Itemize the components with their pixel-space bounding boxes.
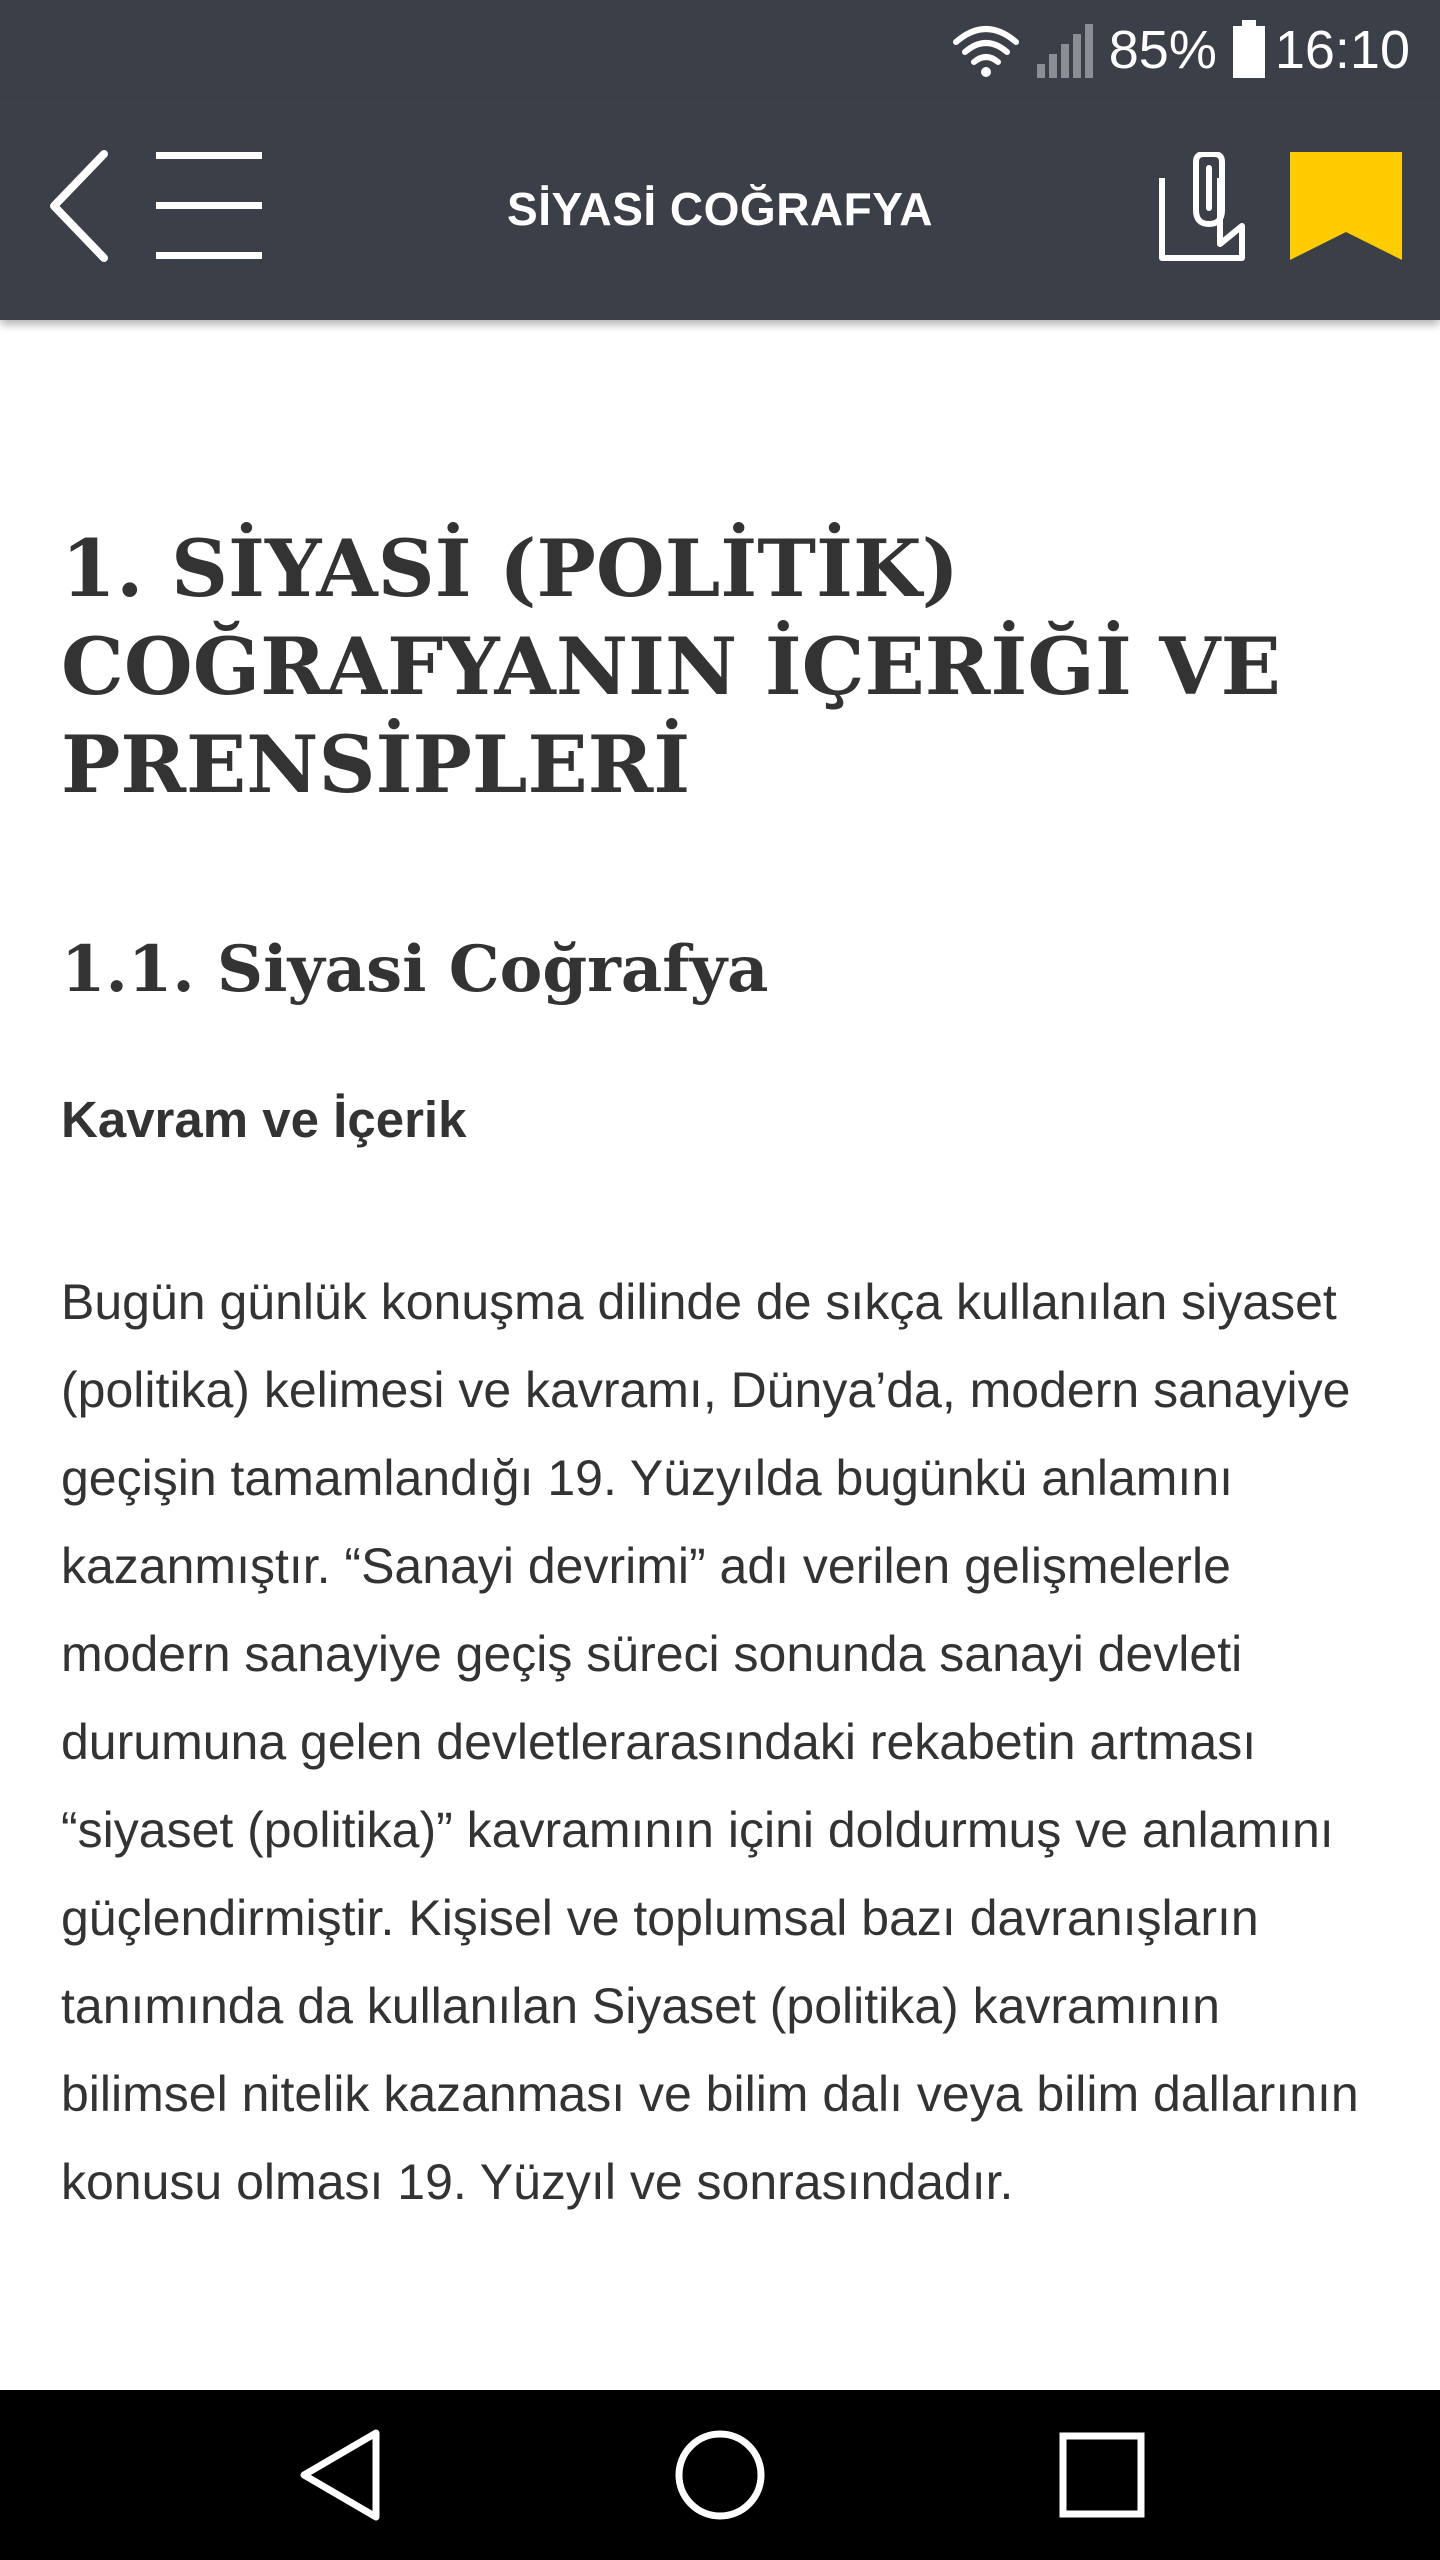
nav-recents-icon: [1059, 2432, 1145, 2518]
nav-recents-button[interactable]: [952, 2390, 1252, 2560]
app-title: SİYASİ COĞRAFYA: [507, 183, 933, 235]
body-paragraph: Bugün günlük konuşma dilinde de sıkça kullanılan siyaset (politika) kelimesi ve kavramı, Dünya’da, modern sanayiye geçişin tamamlandığı 19. Yüzyılda bugünkü anlamını kazanmıştır. “Sanayi devrimi” adı verilen gelişmelerle modern sanayiye geçiş süreci sonunda sanayi devleti durumuna gelen devletlerarasındaki rekabetin artması “siyaset (politika)” kavramının içini doldurmuş ve anlamını güçlendirmiştir. Kişisel ve toplumsal bazı davranışların tanımında da kullanılan Siyaset (politika) kavramının bilimsel nitelik kazanması ve bilim dalı veya bilim dallarının konusu olması 19. Yüzyıl ve sonrasındadır.: [61, 1274, 1359, 2210]
signal-icon: [1035, 20, 1095, 80]
app-bar: [0, 100, 1440, 320]
battery-icon: [1231, 20, 1267, 80]
nav-back-icon: [298, 2429, 382, 2521]
clock: 16:10: [1274, 20, 1410, 80]
battery-percent: 85%: [1108, 20, 1217, 80]
status-bar: [0, 0, 1440, 100]
attachment-icon[interactable]: [1158, 152, 1246, 262]
subsection-title: Kavram ve İçerik: [61, 1091, 467, 1148]
nav-back-button[interactable]: [190, 2390, 490, 2560]
nav-home-button[interactable]: [570, 2390, 870, 2560]
bookmark-icon[interactable]: [1290, 152, 1402, 262]
wifi-icon: [951, 22, 1021, 78]
section-heading: 1.1. Siyasi Coğrafya: [61, 932, 769, 1007]
status-indicators: [937, 14, 1410, 86]
nav-home-icon: [674, 2429, 766, 2521]
chapter-heading: 1. SİYASİ (POLİTİK) COĞRAFYANIN İÇERİĞİ VE PRENSİPLERİ: [61, 522, 1281, 811]
system-nav-bar: [0, 2390, 1440, 2560]
